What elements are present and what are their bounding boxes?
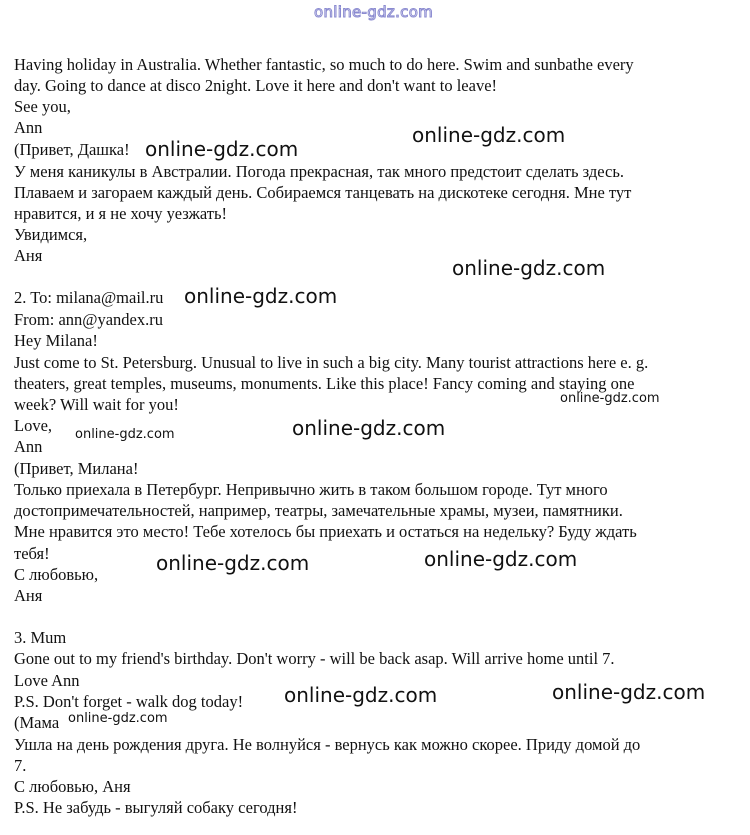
- text-line: (Привет, Милана!: [14, 459, 139, 478]
- watermark-text: online-gdz.com: [68, 711, 168, 726]
- watermark-text: online-gdz.com: [412, 123, 566, 147]
- text-line: P.S. Не забудь - выгуляй собаку сегодня!: [14, 798, 298, 817]
- text-line: Аня: [14, 586, 43, 605]
- text-line: У меня каникулы в Австралии. Погода прекрасная, так много предстоит сделать здесь.: [14, 162, 624, 181]
- text-line: (Мама: [14, 713, 60, 732]
- text-line: достопримечательностей, например, театры, замечательные храмы, музеи, памятники.: [14, 501, 623, 520]
- text-line: Ann: [14, 437, 43, 456]
- text-line: Just come to St. Petersburg. Unusual to live in such a big city. Many tourist attractions here e. g.: [14, 353, 649, 372]
- text-line: С любовью, Аня: [14, 777, 131, 796]
- watermark-text: online-gdz.com: [560, 391, 660, 406]
- watermark-text: online-gdz.com: [552, 680, 706, 704]
- text-line: Мне нравится это место! Тебе хотелось бы приехать и остаться на недельку? Буду ждать: [14, 522, 637, 541]
- watermark-text: online-gdz.com: [292, 416, 446, 440]
- text-line: 2. To: milana@mail.ru: [14, 288, 164, 307]
- watermark-text: online-gdz.com: [156, 551, 310, 575]
- watermark-text: online-gdz.com: [424, 547, 578, 571]
- text-line: Hey Milana!: [14, 331, 98, 350]
- text-line: Love,: [14, 416, 53, 435]
- text-line: Плаваем и загораем каждый день. Собираемся танцевать на дискотеке сегодня. Мне тут: [14, 183, 632, 202]
- watermark-text: online-gdz.com: [75, 427, 175, 442]
- text-line: Having holiday in Australia. Whether fantastic, so much to do here. Swim and sunbathe every: [14, 55, 634, 74]
- text-line: нравится, и я не хочу уезжать!: [14, 204, 227, 223]
- text-line: 3. Mum: [14, 628, 67, 647]
- text-line: week? Will wait for you!: [14, 395, 179, 414]
- text-line: С любовью,: [14, 565, 99, 584]
- header-watermark: online-gdz.com: [314, 3, 434, 21]
- text-line: Gone out to my friend's birthday. Don't worry - will be back asap. Will arrive home until 7.: [14, 649, 615, 668]
- text-line: Увидимся,: [14, 225, 88, 244]
- text-line: Только приехала в Петербург. Непривычно жить в таком большом городе. Тут много: [14, 480, 608, 499]
- text-line: 7.: [14, 756, 27, 775]
- text-line: P.S. Don't forget - walk dog today!: [14, 692, 244, 711]
- text-line: Ann: [14, 118, 43, 137]
- text-line: Love Ann: [14, 671, 80, 690]
- text-line: From: ann@yandex.ru: [14, 310, 163, 329]
- text-line: Ушла на день рождения друга. Не волнуйся - вернусь как можно скорее. Приду домой до: [14, 735, 641, 754]
- text-line: тебя!: [14, 544, 50, 563]
- watermark-text: online-gdz.com: [145, 137, 299, 161]
- text-line: day. Going to dance at disco 2night. Love it here and don't want to leave!: [14, 76, 498, 95]
- text-line: Аня: [14, 246, 43, 265]
- text-line: theaters, great temples, museums, monuments. Like this place! Fancy coming and staying one: [14, 374, 635, 393]
- text-line: See you,: [14, 97, 71, 116]
- text-line: (Привет, Дашка!: [14, 140, 130, 159]
- watermark-text: online-gdz.com: [452, 256, 606, 280]
- watermark-text: online-gdz.com: [184, 284, 338, 308]
- watermark-text: online-gdz.com: [284, 683, 438, 707]
